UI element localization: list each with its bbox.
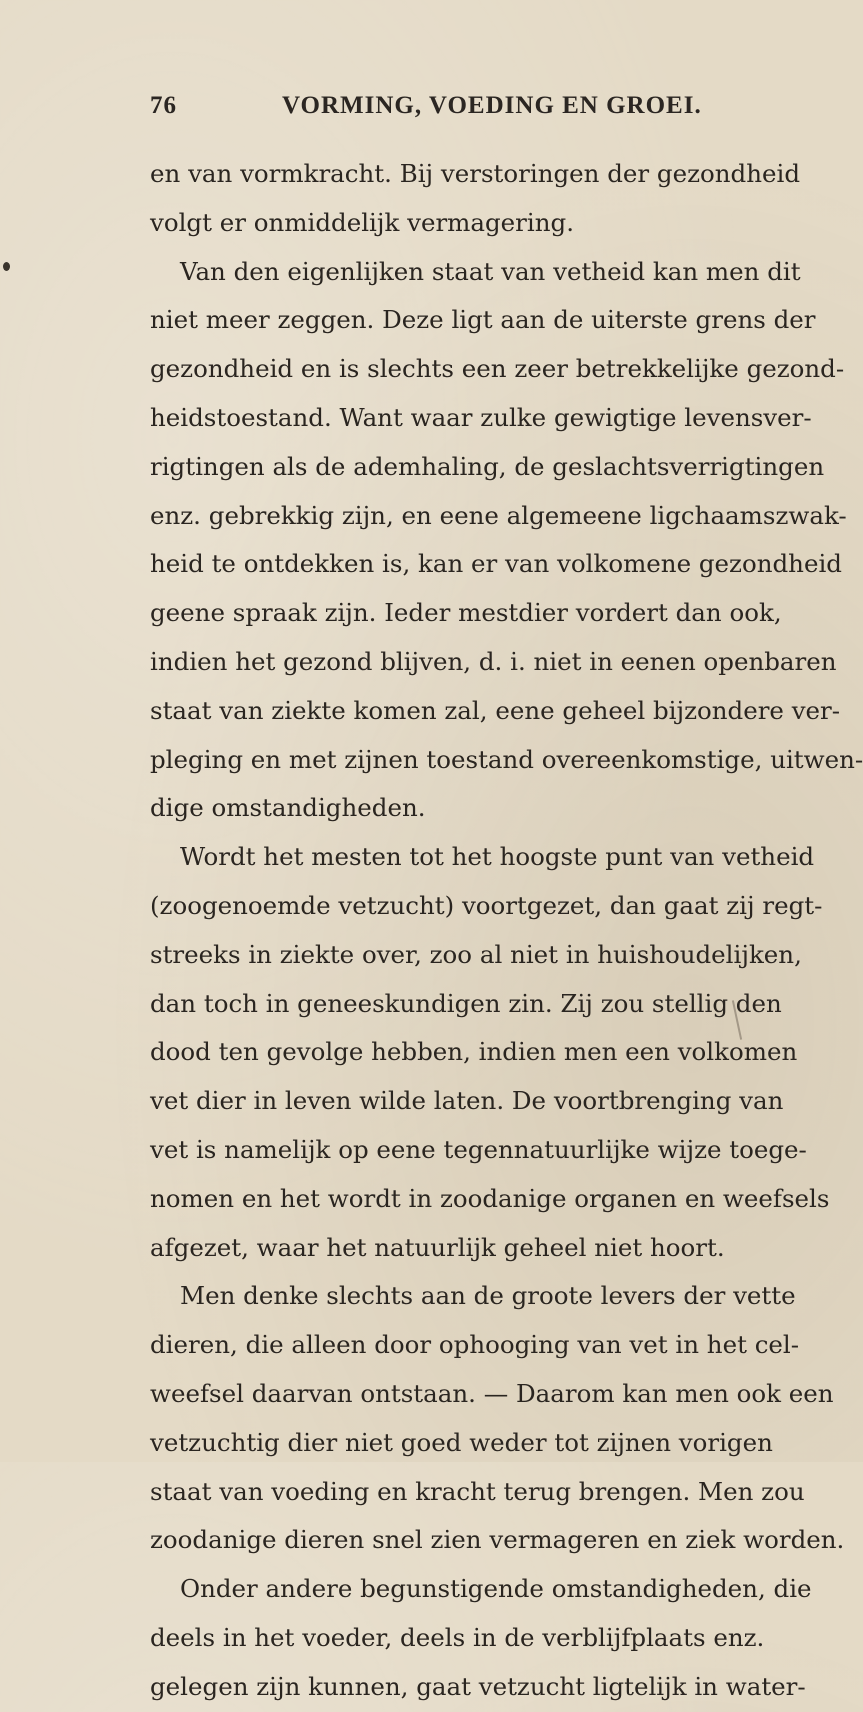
ink-spot — [3, 262, 10, 271]
text-line: vetzuchtig dier niet goed weder tot zijnen vorigen — [150, 1427, 773, 1457]
text-line: geene spraak zijn. Ieder mestdier vordert dan ook, — [150, 598, 782, 628]
text-line: Men denke slechts aan de groote levers der vette — [180, 1281, 796, 1311]
text-line: Van den eigenlijken staat van vetheid kan men dit — [180, 256, 801, 286]
text-line: dan toch in geneeskundigen zin. Zij zou stellig den — [150, 988, 782, 1018]
running-head — [150, 92, 710, 132]
text-line: staat van ziekte komen zal, eene geheel bijzondere ver- — [150, 695, 841, 725]
text-line: staat van voeding en kracht terug brengen. Men zou — [150, 1476, 805, 1506]
text-line: heidstoestand. Want waar zulke gewigtige levensver- — [150, 402, 812, 432]
text-line: deels in het voeder, deels in de verblijfplaats enz. — [150, 1622, 765, 1652]
running-title: VORMING, VOEDING EN GROEI. — [282, 92, 702, 119]
text-line: dieren, die alleen door ophooging van vet in het cel- — [150, 1330, 800, 1360]
text-line: gezondheid en is slechts een zeer betrekkelijke gezond- — [150, 354, 845, 384]
text-line: Wordt het mesten tot het hoogste punt van vetheid — [180, 842, 815, 872]
text-line: indien het gezond blijven, d. i. niet in eenen openbaren — [150, 646, 837, 676]
text-line: nomen en het wordt in zoodanige organen en weefsels — [150, 1183, 830, 1213]
text-line: rigtingen als de ademhaling, de geslachtsverrigtingen — [150, 451, 825, 481]
text-line: zoodanige dieren snel zien vermageren en ziek worden. — [150, 1525, 845, 1555]
text-line: pleging en met zijnen toestand overeenkomstige, uitwen- — [150, 744, 863, 774]
text-line: vet dier in leven wilde laten. De voortbrenging van — [150, 1086, 784, 1116]
text-line: Onder andere begunstigende omstandigheden, die — [180, 1574, 812, 1604]
text-line: volgt er onmiddelijk vermagering. — [150, 207, 574, 237]
text-line: vet is namelijk op eene tegennatuurlijke wijze toege- — [150, 1134, 807, 1164]
text-line: afgezet, waar het natuurlijk geheel niet hoort. — [150, 1232, 725, 1262]
body-text — [150, 150, 863, 1712]
text-line: gelegen zijn kunnen, gaat vetzucht ligtelijk in water- — [150, 1671, 806, 1701]
text-line: heid te ontdekken is, kan er van volkomene gezondheid — [150, 549, 842, 579]
text-line: weefsel daarvan ontstaan. — Daarom kan men ook een — [150, 1378, 834, 1408]
text-line: dige omstandigheden. — [150, 793, 426, 823]
text-line: niet meer zeggen. Deze ligt aan de uiterste grens der — [150, 305, 816, 335]
page-number: 76 — [150, 92, 177, 119]
text-line: enz. gebrekkig zijn, en eene algemeene ligchaamszwak- — [150, 500, 847, 530]
text-line: dood ten gevolge hebben, indien men een volkomen — [150, 1037, 798, 1067]
text-line: streeks in ziekte over, zoo al niet in huishoudelijken, — [150, 939, 802, 969]
text-line: en van vormkracht. Bij verstoringen der gezondheid — [150, 159, 801, 188]
text-line: (zoogenoemde vetzucht) voortgezet, dan gaat zij regt- — [150, 890, 823, 920]
